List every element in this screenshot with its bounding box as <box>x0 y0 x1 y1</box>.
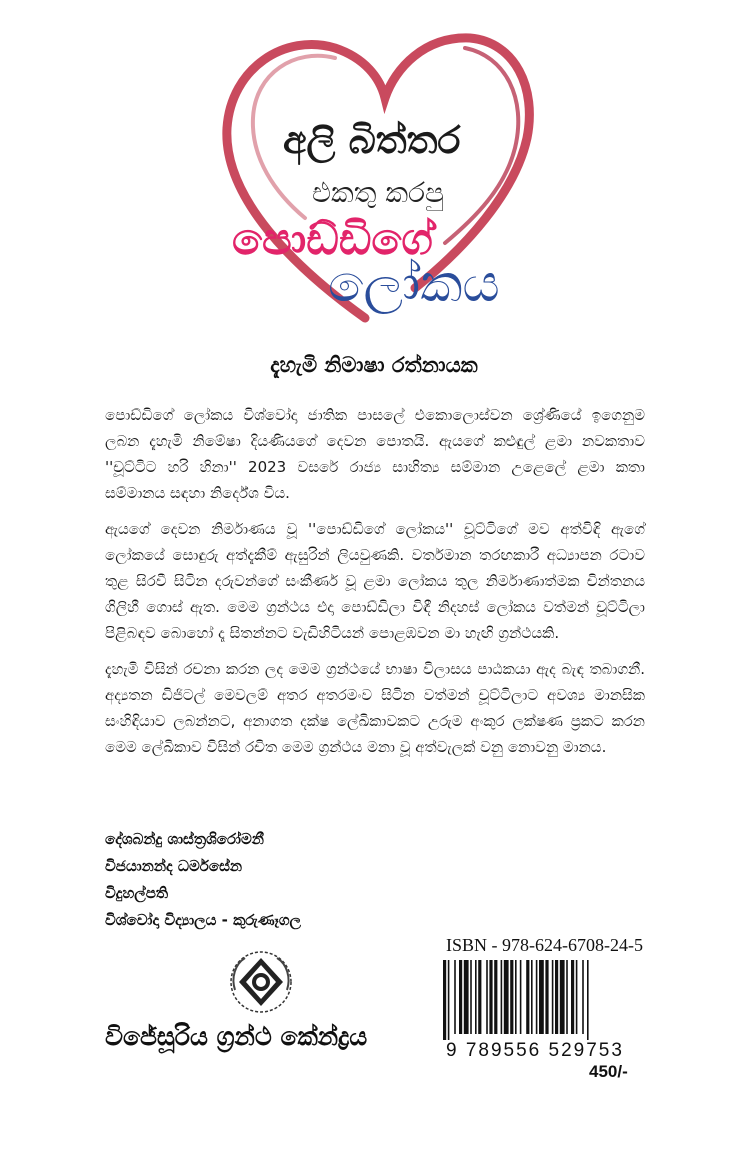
author-name: දැහැමි නිමාෂා රත්නායක <box>270 353 478 377</box>
title-line-2: එකතු කරපු <box>312 176 444 209</box>
signature-line-1: දේශබන්දු ශාස්ත්‍රශිරෝමනී <box>105 830 264 848</box>
blurb-paragraph-2-text: ඇයගේ දෙවන නිර්මාණය වූ ''පොඩ්ඩිගේ ලෝකය'' චූට්ටිගේ මව අත්විඳි ඇගේ ලෝකයේ සොඳුරු අත්දැකීම් ඇසුරින් ලියවුණකි. වර්තමාන තරඟකාරී අධ්‍යාපන රටාව තුළ සිරවී සිටින දරුවන්ගේ සංකීර්ණ වූ ළමා ලෝකය තුල නිර්මාණාත්මක චින්තනය ගිලිහී ගොස් ඇත. මෙම ග්‍රන්ථය එදා පොඩ්ඩිලා විඳී නිදහස් ලෝකය වත්මන් චූට්ටිලා පිළිබඳව බොහෝ දෑ සිතන්නට වැඩිහිටියන් පොළඹවන මා හැඟි ග්‍රන්ථයකි. <box>105 520 645 642</box>
blurb-paragraph-1 <box>105 402 645 506</box>
signature-line-2: විජයානන්ද ධර්මසේන <box>105 857 243 875</box>
signature-line-4: විශ්වෝදා විද්‍යාලය - කුරුණෑගල <box>105 911 301 929</box>
signature-line-3: විදුහල්පති <box>105 884 169 902</box>
title-line-1: අලි බිත්තර <box>283 118 461 162</box>
blurb-paragraph-3 <box>105 656 645 760</box>
title-line-4: ලෝකය <box>328 254 500 314</box>
signature-block <box>105 826 301 934</box>
publisher-name: විජේසූරිය ග්‍රන්ථ කේන්ද්‍රය <box>105 1022 368 1051</box>
blurb-paragraph-2 <box>105 516 645 646</box>
barcode-graphic <box>441 960 651 1040</box>
publisher-logo-icon <box>229 950 293 1014</box>
title-line-3: පොඩ්ඩිගේ <box>232 214 433 265</box>
isbn-label: ISBN - 978-624-6708-24-5 <box>446 935 643 955</box>
blurb-paragraph-1-text: පොඩ්ඩිගේ ලෝකය විශ්වෝදා ජාතික පාසලේ එකොලොස්වන ශ්‍රේණියේ ඉගෙනුම ලබන දැහැමි නිමේෂා දියණියගේ දෙවන පොතයි. ඇයගේ කළුඳුල් ළමා නවකතාව ''චූට්ටිට හරි හිනා'' 2023 වසරේ රාජ්‍ය සාහිත්‍ය සම්මාන උළෙලේ ළමා කතා සම්මානය සඳහා නිර්දේශ විය. <box>105 406 645 502</box>
price-label: 450/- <box>589 1062 628 1081</box>
barcode-digits: 9 789556 529753 <box>446 1040 624 1061</box>
blurb-paragraph-3-text: දැහැමි විසින් රචනා කරන ලද මෙම ග්‍රන්ථයේ භාෂා විලාසය පාඨකයා ඇද බැඳ තබාගනී. අද්‍යතන ඩිජිටල් මෙවලම් අතර අතරමංව සිටින වත්මන් චූට්ටිලාට අවශ්‍ය මානසික සංහිඳියාව ලබන්නට, අනාගත දක්ෂ ලේඛිකාවකට උරුම අංකුර ලක්ෂණ ප්‍රකට කරන මෙම ලේඛිකාව විසින් රචිත මෙම ග්‍රන්ථය මනා වූ අත්වැලක් වනු නොවනු මානය. <box>105 660 645 756</box>
